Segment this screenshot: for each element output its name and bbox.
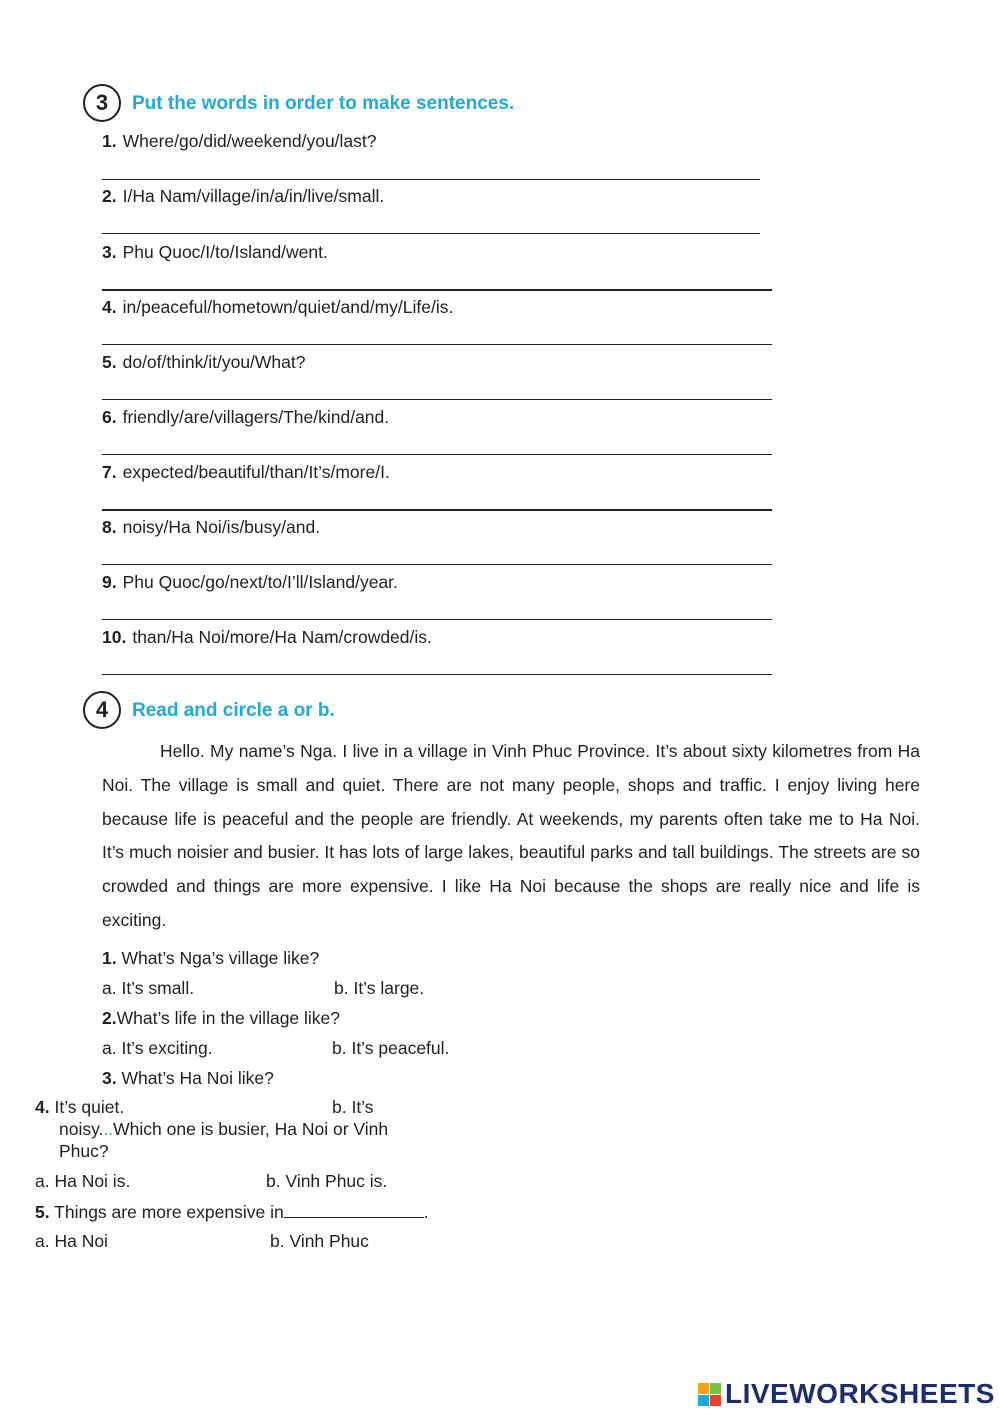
question-4-text: Which one is busier, Ha Noi or Vinh: [113, 1119, 389, 1139]
answer-line[interactable]: [102, 233, 760, 234]
item-scrambled-words: friendly/are/villagers/The/kind/and.: [122, 407, 390, 427]
item-number: 10.: [102, 627, 127, 647]
answer-line[interactable]: [102, 344, 772, 345]
item-scrambled-words: noisy/Ha Noi/is/busy/and.: [122, 517, 321, 537]
logo-text: LIVEWORKSHEETS: [725, 1378, 995, 1409]
item-number: 8.: [102, 517, 117, 537]
answer-line[interactable]: [102, 509, 772, 511]
question-5: [35, 1202, 429, 1223]
item-scrambled-words: expected/beautiful/than/It’s/more/I.: [122, 462, 390, 482]
section-3-item: [102, 242, 328, 263]
logo-square: [698, 1395, 709, 1406]
logo-square: [710, 1395, 721, 1406]
item-scrambled-words: I/Ha Nam/village/in/a/in/live/small.: [122, 186, 385, 206]
question-5-blank[interactable]: [284, 1203, 424, 1218]
item-number: 6.: [102, 407, 117, 427]
question-4-option-a[interactable]: a. Ha Noi is.: [35, 1171, 131, 1191]
answer-line[interactable]: [102, 454, 772, 455]
section-3-item: [102, 407, 389, 428]
item-scrambled-words: than/Ha Noi/more/Ha Nam/crowded/is.: [132, 627, 432, 647]
item-number: 1.: [102, 131, 117, 151]
question-2-option-a[interactable]: a. It’s exciting.: [102, 1038, 213, 1058]
item-scrambled-words: Phu Quoc/I/to/Island/went.: [122, 242, 328, 262]
liveworksheets-logo: [698, 1378, 995, 1410]
question-3-number: 3.: [102, 1068, 117, 1088]
question-2-text: What’s life in the village like?: [116, 1008, 341, 1028]
section-4-title: Read and circle a or b.: [132, 700, 335, 721]
answer-line[interactable]: [102, 179, 760, 180]
question-4-number-line: [35, 1097, 124, 1118]
answer-line[interactable]: [102, 619, 772, 620]
question-4-option-b[interactable]: b. Vinh Phuc is.: [266, 1171, 388, 1191]
item-scrambled-words: Where/go/did/weekend/you/last?: [122, 131, 377, 151]
section-3-item: [102, 627, 432, 648]
question-3: [102, 1068, 274, 1089]
question-1-option-b[interactable]: b. It’s large.: [334, 978, 425, 998]
item-number: 2.: [102, 186, 117, 206]
question-4-number: 4.: [35, 1097, 50, 1117]
section-3-item: [102, 462, 390, 483]
question-2-number: 2.: [102, 1008, 117, 1028]
logo-squares-icon: [698, 1383, 721, 1406]
item-number: 7.: [102, 462, 117, 482]
item-number: 9.: [102, 572, 117, 592]
answer-line[interactable]: [102, 289, 772, 291]
item-number: 5.: [102, 352, 117, 372]
question-3-option-b-cont[interactable]: noisy.: [59, 1119, 104, 1139]
reading-passage: [102, 735, 920, 938]
answer-line[interactable]: [102, 399, 772, 400]
section-3-item: [102, 352, 306, 373]
question-3-option-a[interactable]: It’s quiet.: [54, 1097, 125, 1117]
logo-square: [710, 1383, 721, 1394]
section-3-title: Put the words in order to make sentences.: [132, 93, 515, 114]
question-1-option-a[interactable]: a. It’s small.: [102, 978, 195, 998]
answer-line[interactable]: [102, 674, 772, 675]
section-3-number: 3: [83, 84, 121, 122]
question-2-option-b[interactable]: b. It’s peaceful.: [332, 1038, 450, 1058]
question-1: [102, 948, 319, 969]
section-3-item: [102, 131, 377, 152]
question-2: [102, 1008, 340, 1029]
item-scrambled-words: Phu Quoc/go/next/to/I’ll/Island/year.: [122, 572, 398, 592]
stray-dots: ..: [103, 1119, 114, 1139]
question-4-text-line: [59, 1119, 388, 1140]
question-3-option-b[interactable]: b. It’s: [332, 1097, 374, 1117]
section-3-item: [102, 517, 320, 538]
section-3-item: [102, 186, 384, 207]
question-5-end: .: [423, 1202, 429, 1222]
answer-line[interactable]: [102, 564, 772, 565]
question-3-text: What’s Ha Noi like?: [121, 1068, 274, 1088]
item-number: 3.: [102, 242, 117, 262]
section-4-number: 4: [83, 691, 121, 729]
question-4-text-cont: Phuc?: [59, 1141, 109, 1161]
passage-text: Hello. My name’s Nga. I live in a village in Vinh Phuc Province. It’s about sixty kilometres from Ha Noi. The village is small and quiet. There are not many people, shops and traffic. I enjoy living here because life is peaceful and the people are friendly. At weekends, my parents often take me to Ha Noi. It’s much noisier and busier. It has lots of large lakes, beautiful parks and tall buildings. The streets are so crowded and things are more expensive. I like Ha Noi because the shops are really nice and life is exciting.: [102, 741, 920, 930]
section-3-item: [102, 572, 398, 593]
question-5-number: 5.: [35, 1202, 50, 1222]
question-1-number: 1.: [102, 948, 117, 968]
question-5-option-b[interactable]: b. Vinh Phuc: [270, 1231, 369, 1251]
item-scrambled-words: do/of/think/it/you/What?: [122, 352, 306, 372]
item-scrambled-words: in/peaceful/hometown/quiet/and/my/Life/is.: [122, 297, 454, 317]
item-number: 4.: [102, 297, 117, 317]
question-5-option-a[interactable]: a. Ha Noi: [35, 1231, 108, 1251]
question-5-text: Things are more expensive in: [54, 1202, 284, 1222]
question-1-text: What’s Nga’s village like?: [121, 948, 320, 968]
logo-square: [698, 1383, 709, 1394]
section-3-item: [102, 297, 453, 318]
